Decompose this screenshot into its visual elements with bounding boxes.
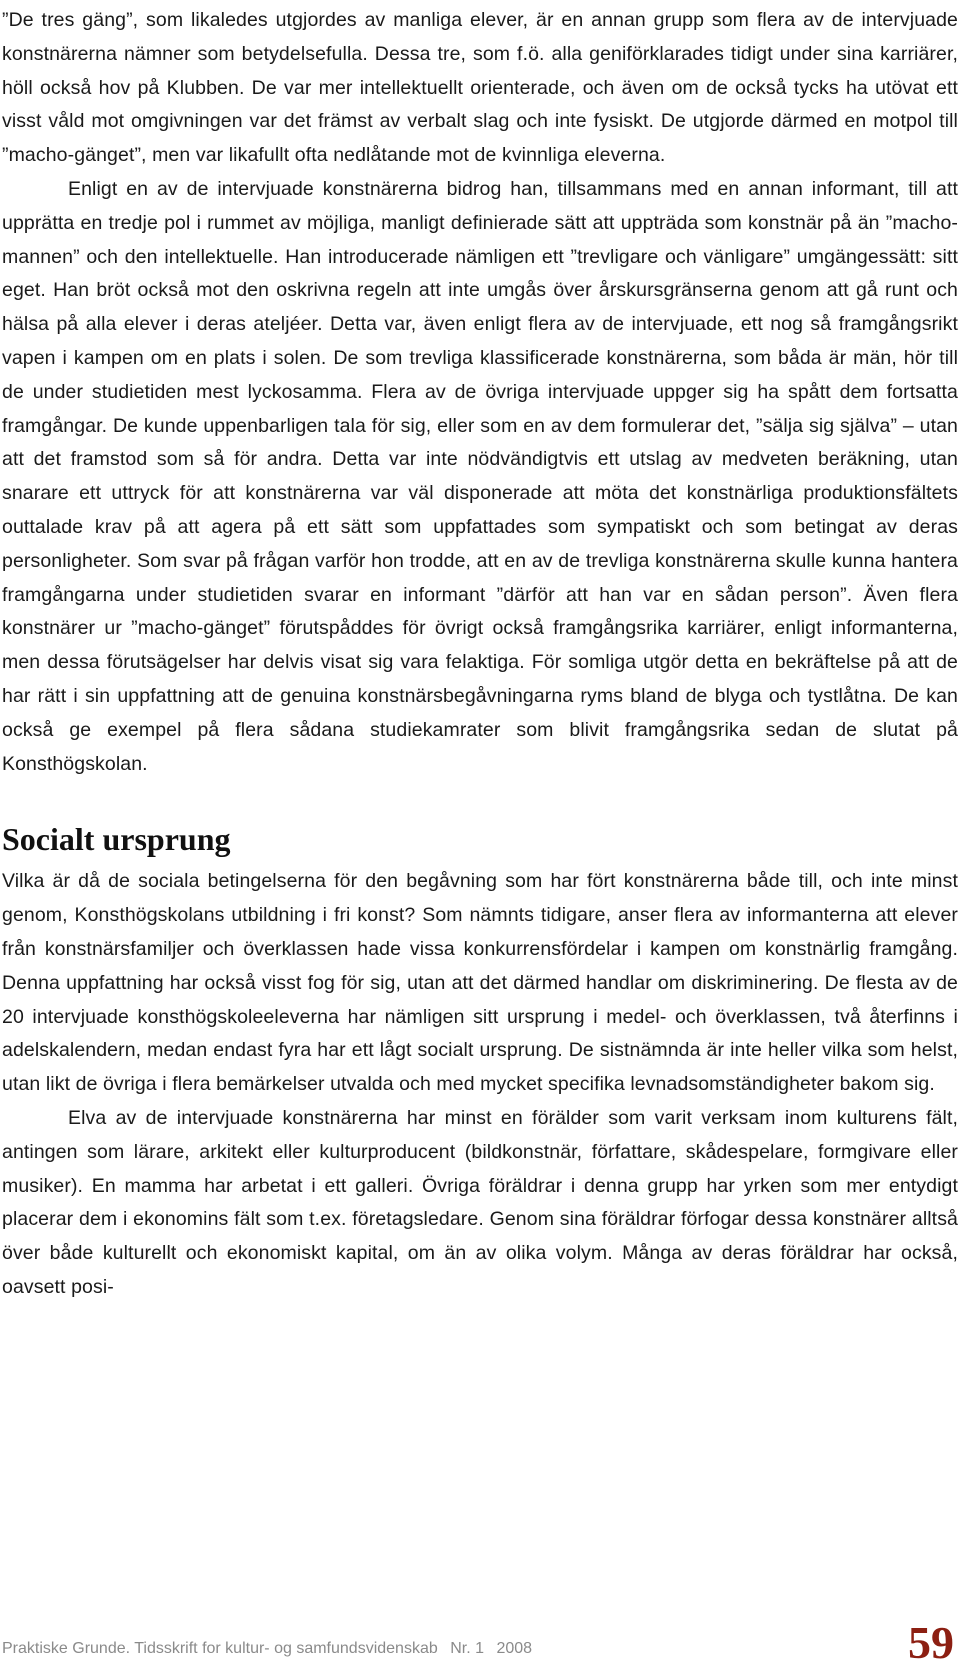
journal-year: 2008	[496, 1640, 533, 1657]
section-heading: Socialt ursprung	[2, 821, 231, 858]
page-footer	[2, 1612, 954, 1668]
body-paragraph: Elva av de intervjuade konstnärerna har minst en förälder som varit verksam inom kulturens fält, antingen som lärare, arkitekt eller kulturproducent (bildkonstnär, författare, skådespelare, formgivare eller musiker). En mamma har arbetat i ett galleri. Övriga föräldrar i denna grupp har yrken som mer entydigt placerar dem i ekonomins fält som t.ex. företagsledare. Genom sina föräldrar förfogar dessa konstnärer alltså över både kulturellt och ekonomiskt kapital, om än av olika volym. Många av deras föräldrar har också, oavsett posi-	[2, 1106, 958, 1298]
body-paragraph: ”De tres gäng”, som likaledes utgjordes av manliga elever, är en annan grupp som flera av de intervjuade konstnärerna nämner som betydelsefulla. Dessa tre, som f.ö. alla geniförklarades tidigt under sina karriärer, höll också hov på Klubben. De var mer intellektuellt orienterade, och även om de också tycks ha utövat ett visst våld mot omgivningen var det främst av verbalt slag och inte fysiskt. De utgjorde därmed en motpol till ”macho-gänget”, men var likafullt ofta nedlåtande mot de kvinnliga eleverna.	[2, 9, 958, 167]
journal-issue: Nr. 1	[450, 1640, 484, 1657]
article-body	[2, 4, 958, 1305]
page-number: 59	[908, 1617, 954, 1668]
body-paragraph: Vilka är då de sociala betingelserna för den begåvning som har fört konstnärerna både till, och inte minst genom, Konsthögskolans utbildning i fri konst? Som nämnts tidigare, anser flera av informanterna att elever från konstnärsfamiljer och överklassen hade vissa konkurrensfördelar i kampen om konstnärlig framgång. Denna uppfattning har också visst fog för sig, utan att det därmed handlar om diskriminering. De flesta av de 20 intervjuade konsthögskoleeleverna har nämligen sitt ursprung i medel- och överklassen, två återfinns i adelskalendern, medan endast fyra har ett lågt socialt ursprung. De sistnämnda är inte heller vilka som helst, utan likt de övriga i flera bemärkelser utvalda och med mycket specifika levnadsomständigheter bakom sig.	[2, 870, 958, 1096]
journal-citation	[2, 1640, 540, 1658]
body-paragraph: Enligt en av de intervjuade konstnärerna bidrog han, tillsammans med en annan informant, till att upprätta en tredje pol i rummet av möjliga, manligt definierade sätt att uppträda som konstnär på än ”macho-mannen” och den intellektuelle. Han introducerade nämligen ett ”trevligare och vänligare” umgängessätt: sitt eget. Han bröt också mot den oskrivna regeln att inte umgås över årskursgränserna genom att gå runt och hälsa på alla elever i deras ateljéer. Detta var, även enligt flera av de intervjuade, ett nog så framgångsrikt vapen i kampen om en plats i solen. De som trevliga klassificerade konstnärerna, som båda är män, hör till de under studietiden mest lyckosamma. Flera av de övriga intervjuade uppger sig ha spått dem fortsatta framgångar. De kunde uppenbarligen tala för sig, eller som en av dem formulerar det, ”sälja sig själva” – utan att det framstod som så för andra. Detta var inte nödvändigtvis ett utslag av medveten beräkning, utan snarare ett uttryck för att konstnärerna var väl disponerade att möta det konstnärliga produktionsfältets outtalade krav på att agera på ett sätt som uppfattades som sympatiskt och som betingat av deras personligheter. Som svar på frågan varför hon trodde, att en av de trevliga konstnärerna skulle kunna hantera framgångarna under studietiden svarar en informant ”därför att han var en sådan person”. Även flera konstnärer ur ”macho-gänget” förutspåddes för övrigt också framgångsrika karriärer, enligt informanterna, men dessa förutsägelser har delvis visat sig vara felaktiga. För somliga utgör detta en bekräftelse på att de har rätt i sin uppfattning att de genuina konstnärsbegåvningarna ryms bland de blyga och tystlåtna. De kan också ge exempel på flera sådana studiekamrater som blivit framgångsrika sedan de slutat på Konsthögskolan.	[2, 177, 958, 775]
journal-name: Praktiske Grunde. Tidsskrift for kultur- og samfundsvidenskab	[2, 1640, 438, 1657]
